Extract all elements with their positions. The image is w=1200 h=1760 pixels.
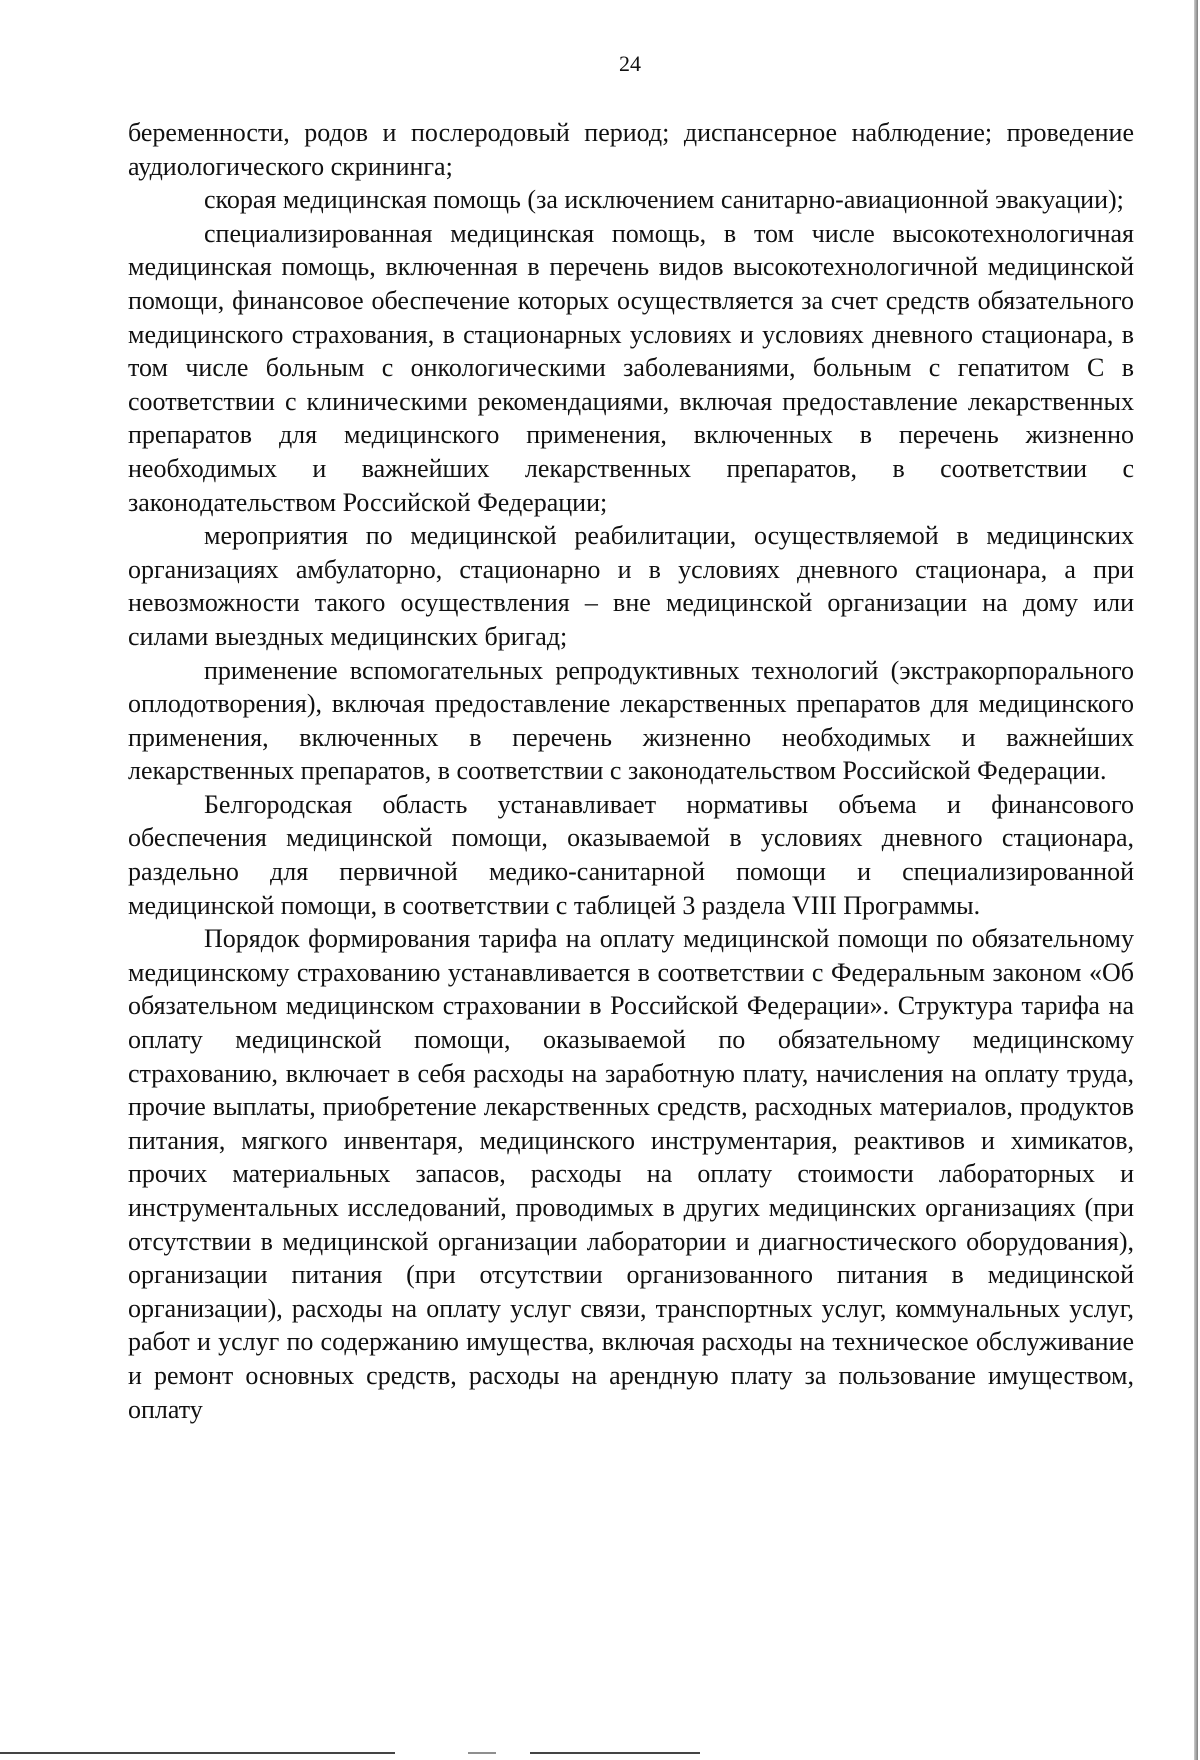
bottom-scan-line [0,1752,395,1754]
paragraph: скорая медицинская помощь (за исключением санитарно-авиационной эвакуации); [204,185,1124,215]
body-text [128,116,1134,1426]
paragraph: Белгородская область устанавливает нормативы объема и финансового обеспечения медицинской помощи, оказываемой в условиях дневного стационара, раздельно для первичной медико-санитарной помощи и специализированной медицинской помощи, в соответствии с таблицей 3 раздела VIII Программы. [128,789,1134,920]
page-number: 24 [619,51,641,76]
paragraph: Порядок формирования тарифа на оплату медицинской помощи по обязательному медицинскому страхованию устанавливается в соответствии с Федеральным законом «Об обязательном медицинском страховании в Российской Федерации». Структура тарифа на оплату медицинской помощи, оказываемой по обязательному медицинскому страхованию, включает в себя расходы на заработную плату, начисления на оплату труда, прочие выплаты, приобретение лекарственных средств, расходных материалов, продуктов питания, мягкого инвентаря, медицинского инструментария, реактивов и химикатов, прочих материальных запасов, расходы на оплату стоимости лабораторных и инструментальных исследований, проводимых в других медицинских организациях (при отсутствии в медицинской организации лаборатории и диагностического оборудования), организации питания (при отсутствии организованного питания в медицинской организации), расходы на оплату услуг связи, транспортных услуг, коммунальных услуг, работ и услуг по содержанию имущества, включая расходы на техническое обслуживание и ремонт основных средств, расходы на арендную плату за пользование имуществом, оплату [128,924,1134,1424]
paragraph: специализированная медицинская помощь, в том числе высокотехнологичная медицинская помощь, включенная в перечень видов высокотехнологичной медицинской помощи, финансовое обеспечение которых осуществляется за счет средств обязательного медицинского страхования, в стационарных условиях и условиях дневного стационара, в том числе больным с онкологическими заболеваниями, больным с гепатитом С в соответствии с клиническими рекомендациями, включая предоставление лекарственных препаратов для медицинского применения, включенных в перечень жизненно необходимых и важнейших лекарственных препаратов, в соответствии с законодательством Российской Федерации; [128,218,1134,517]
paragraph: мероприятия по медицинской реабилитации, осуществляемой в медицинских организациях амбулаторно, стационарно и в условиях дневного стационара, а при невозможности такого осуществления – вне медицинской организации на дому или силами выездных медицинских бригад; [128,521,1134,651]
paragraph: беременности, родов и послеродовый период; диспансерное наблюдение; проведение аудиологического скрининга; [128,118,1134,181]
scan-edge-shadow [1194,0,1198,1760]
paragraph: применение вспомогательных репродуктивных технологий (экстракорпорального оплодотворения), включая предоставление лекарственных препаратов для медицинского применения, включенных в перечень жизненно необходимых и важнейших лекарственных препаратов, в соответствии с законодательством Российской Федерации. [128,655,1134,786]
bottom-scan-line [468,1752,496,1754]
bottom-scan-line [530,1752,700,1754]
